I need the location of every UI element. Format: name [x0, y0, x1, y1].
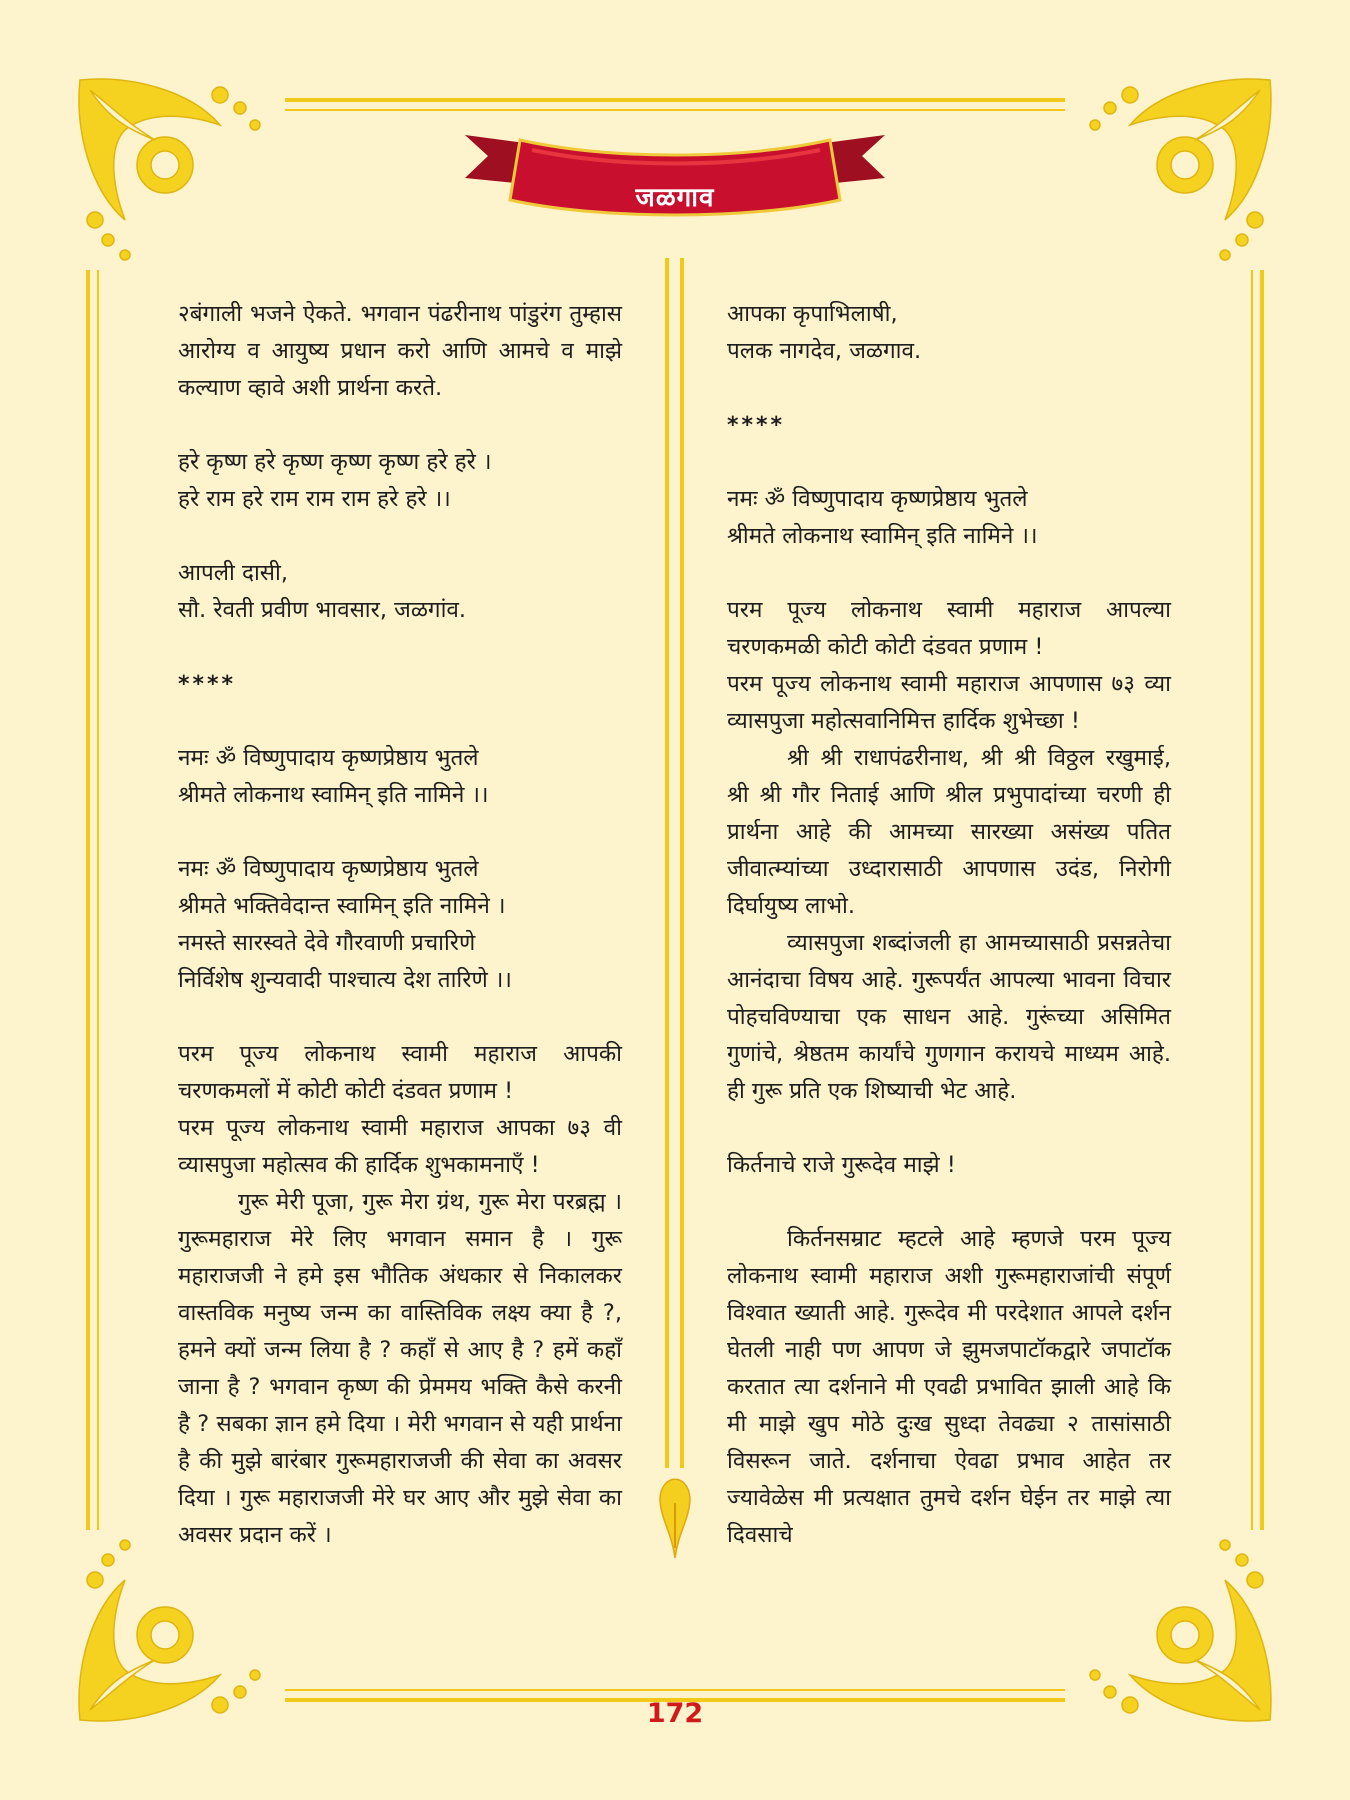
body-paragraph: परम पूज्य लोकनाथ स्वामी महाराज आपका ७३ वी व्यासपुजा महोत्सव की हार्दिक शुभकामनाएँ !	[178, 1115, 622, 1178]
body-paragraph: परम पूज्य लोकनाथ स्वामी महाराज आपणास ७३ व्या व्यासपुजा महोत्सवानिमित्त हार्दिक शुभेच्छा !	[727, 671, 1171, 734]
right-column	[727, 296, 1171, 1554]
section-separator: ****	[727, 413, 786, 438]
body-paragraph: परम पूज्य लोकनाथ स्वामी महाराज आपल्या चरणकमळी कोटी कोटी दंडवत प्रणाम !	[727, 597, 1171, 660]
section-separator: ****	[178, 672, 237, 697]
pranam-line: नमः ॐ विष्णुपादाय कृष्णप्रेष्ठाय भुतले	[178, 745, 479, 771]
pranam-line: नमः ॐ विष्णुपादाय कृष्णप्रेष्ठाय भुतले	[727, 486, 1028, 512]
body-paragraph: व्यासपुजा शब्दांजली हा आमच्यासाठी प्रसन्नतेचा आनंदाचा विषय आहे. गुरूपर्यंत आपल्या भावना विचार पोहचविण्याचा एक साधन आहे. गुरूंच्या असिमित गुणांचे, श्रेष्ठतम कार्यांचे गुणगान करायचे माध्यम आहे. ही गुरू प्रति एक शिष्याची भेट आहे.	[727, 930, 1171, 1104]
column-divider	[652, 258, 698, 1558]
mantra-line: हरे राम हरे राम राम राम हरे हरे ।।	[178, 486, 451, 512]
pranam-line: श्रीमते लोकनाथ स्वामिन् इति नामिने ।।	[727, 523, 1038, 549]
body-paragraph: परम पूज्य लोकनाथ स्वामी महाराज आपकी चरणकमलों में कोटी कोटी दंडवत प्रणाम !	[178, 1041, 622, 1104]
body-paragraph: श्री श्री राधापंढरीनाथ, श्री श्री विठ्ठल रखुमाई, श्री श्री गौर निताई आणि श्रील प्रभुपादांच्या चरणी ही प्रार्थना आहे की आमच्या सारख्या असंख्य पतित जीवात्म्यांच्या उध्दारासाठी आपणास उदंड, निरोगी दिर्घायुष्य लाभो.	[727, 745, 1171, 919]
pranam-line: निर्विशेष शुन्यवादी पाश्चात्य देश तारिणे ।।	[178, 967, 512, 993]
mantra-line: हरे कृष्ण हरे कृष्ण कृष्ण कृष्ण हरे हरे ।	[178, 449, 492, 475]
corner-ornament-top-left	[70, 70, 270, 270]
author-name: पलक नागदेव, जळगाव.	[727, 338, 922, 364]
section-heading: किर्तनाचे राजे गुरूदेव माझे !	[727, 1152, 956, 1178]
pranam-line: श्रीमते भक्तिवेदान्त स्वामिन् इति नामिने ।	[178, 893, 506, 919]
corner-ornament-top-right	[1080, 70, 1280, 270]
page-title: जळगाव	[635, 183, 715, 213]
page-number: 172	[646, 1698, 704, 1729]
intro-paragraph: २बंगाली भजने ऐकते. भगवान पंढरीनाथ पांडुरंग तुम्हास आरोग्य व आयुष्य प्रधान करो आणि आमचे व माझे कल्याण व्हावे अशी प्रार्थना करते.	[178, 301, 622, 401]
left-column	[178, 296, 622, 1554]
closing-salutation: आपली दासी,	[178, 560, 288, 586]
body-paragraph: गुरू मेरी पूजा, गुरू मेरा ग्रंथ, गुरू मेरा परब्रह्म । गुरूमहाराज मेरे लिए भगवान समान है । गुरू महाराजजी ने हमे इस भौतिक अंधकार से निकालकर वास्तविक मनुष्य जन्म का वास्तिविक लक्ष्य क्या है ?, हमने क्यों जन्म लिया है ? कहाँ से आए है ? हमें कहाँ जाना है ? भगवान कृष्ण की प्रेममय भक्ति कैसे करनी है ? सबका ज्ञान हमे दिया । मेरी भगवान से यही प्रार्थना है की मुझे बारंबार गुरूमहाराजजी की सेवा का अवसर दिया । गुरू महाराजजी मेरे घर आए और मुझे सेवा का अवसर प्रदान करें ।	[178, 1189, 622, 1548]
author-name: सौ. रेवती प्रवीण भावसार, जळगांव.	[178, 597, 467, 623]
body-paragraph: किर्तनसम्राट म्हटले आहे म्हणजे परम पूज्य लोकनाथ स्वामी महाराज अशी गुरूमहाराजांची संपूर्ण विश्वात ख्याती आहे. गुरूदेव मी परदेशात आपले दर्शन घेतली नाही पण आपण जे झुमजपाटॉकद्वारे जपाटॉक करतात त्या दर्शनाने मी एवढी प्रभावित झाली आहे कि मी माझे खुप मोठे दुःख सुध्दा तेवढ्या २ तासांसाठी विसरून जाते. दर्शनाचा ऐवढा प्रभाव आहेत तर ज्यावेळेस मी प्रत्यक्षात तुमचे दर्शन घेईन तर माझे त्या दिवसाचे	[727, 1226, 1171, 1548]
closing-salutation: आपका कृपाभिलाषी,	[727, 301, 898, 327]
pranam-line: श्रीमते लोकनाथ स्वामिन् इति नामिने ।।	[178, 782, 489, 808]
pranam-line: नमस्ते सारस्वते देवे गौरवाणी प्रचारिणे	[178, 930, 476, 956]
pranam-line: नमः ॐ विष्णुपादाय कृष्णप्रेष्ठाय भुतले	[178, 856, 479, 882]
